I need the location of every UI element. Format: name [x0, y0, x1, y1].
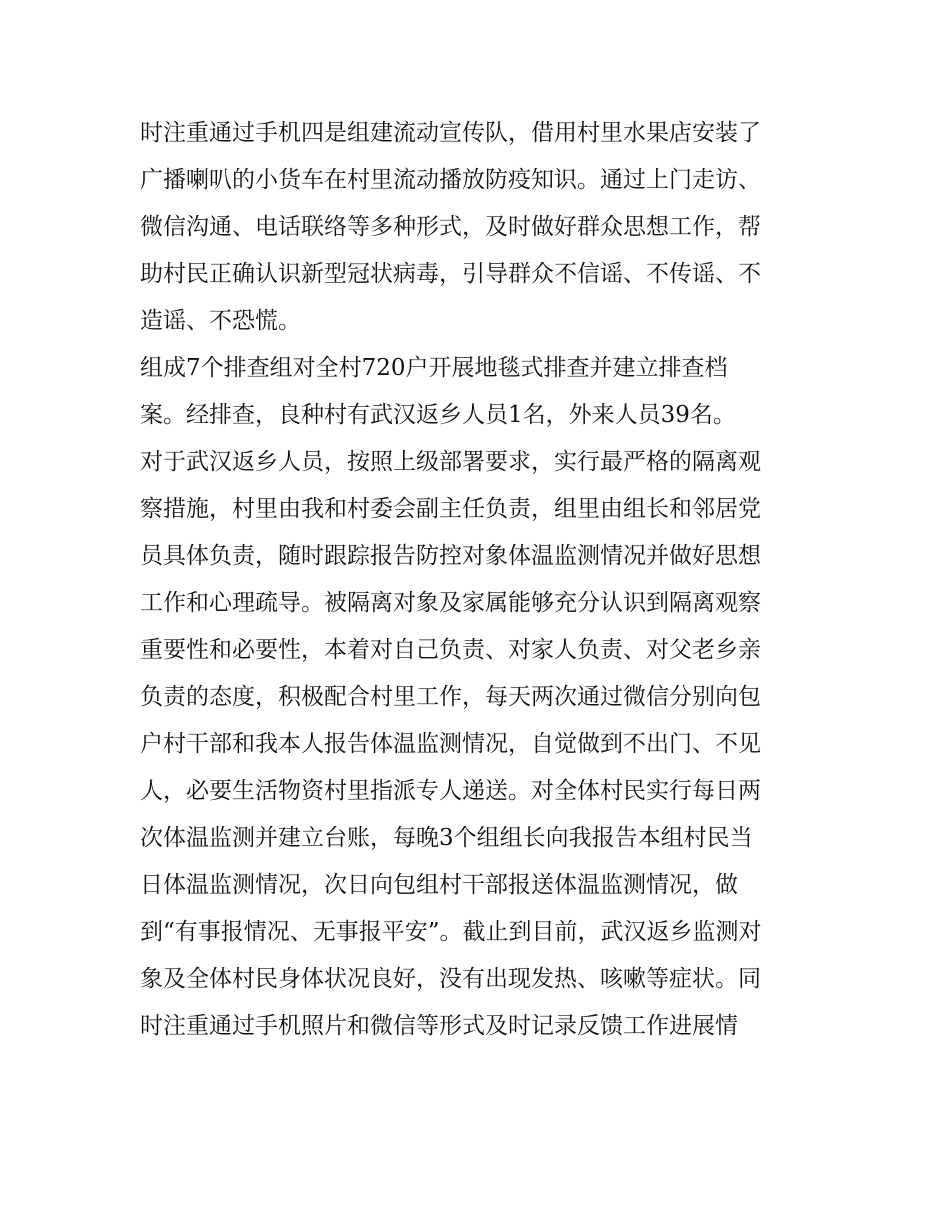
text-line: 工作和心理疏导。被隔离对象及家属能够充分认识到隔离观察 [140, 590, 761, 616]
text-line: 象及全体村民身体状况良好，没有出现发热、咳嗽等症状。同 [140, 966, 761, 992]
text-line: 微信沟通、电话联络等多种形式，及时做好群众思想工作，帮 [140, 214, 761, 240]
text-line: 案。经排查，良种村有武汉返乡人员1名，外来人员39名。 [140, 402, 736, 428]
text-line: 时注重通过手机照片和微信等形式及时记录反馈工作进展情 [140, 1013, 738, 1039]
text-line: 助村民正确认识新型冠状病毒，引导群众不信谣、不传谣、不 [140, 261, 761, 287]
text-line: 次体温监测并建立台账，每晚3个组组长向我报告本组村民当 [140, 825, 753, 851]
text-line: 人，必要生活物资村里指派专人递送。对全体村民实行每日两 [140, 778, 761, 804]
text-line: 日体温监测情况，次日向包组村干部报送体温监测情况，做 [140, 872, 738, 898]
text-line: 组成7个排查组对全村720户开展地毯式排查并建立排查档 [140, 355, 728, 381]
text-line: 时注重通过手机四是组建流动宣传队，借用村里水果店安装了 [140, 120, 761, 146]
text-line: 广播喇叭的小货车在村里流动播放防疫知识。通过上门走访、 [140, 167, 761, 193]
text-line: 到“有事报情况、无事报平安”。截止到目前，武汉返乡监测对 [140, 919, 762, 945]
text-line: 员具体负责，随时跟踪报告防控对象体温监测情况并做好思想 [140, 543, 761, 569]
text-line: 对于武汉返乡人员，按照上级部署要求，实行最严格的隔离观 [140, 449, 761, 475]
body-text [140, 110, 830, 1050]
text-line: 造谣、不恐慌。 [140, 308, 301, 334]
text-line: 重要性和必要性，本着对自己负责、对家人负责、对父老乡亲 [140, 637, 761, 663]
text-line: 察措施，村里由我和村委会副主任负责，组里由组长和邻居党 [140, 496, 761, 522]
text-line: 户村干部和我本人报告体温监测情况，自觉做到不出门、不见 [140, 731, 761, 757]
text-line: 负责的态度，积极配合村里工作，每天两次通过微信分别向包 [140, 684, 761, 710]
